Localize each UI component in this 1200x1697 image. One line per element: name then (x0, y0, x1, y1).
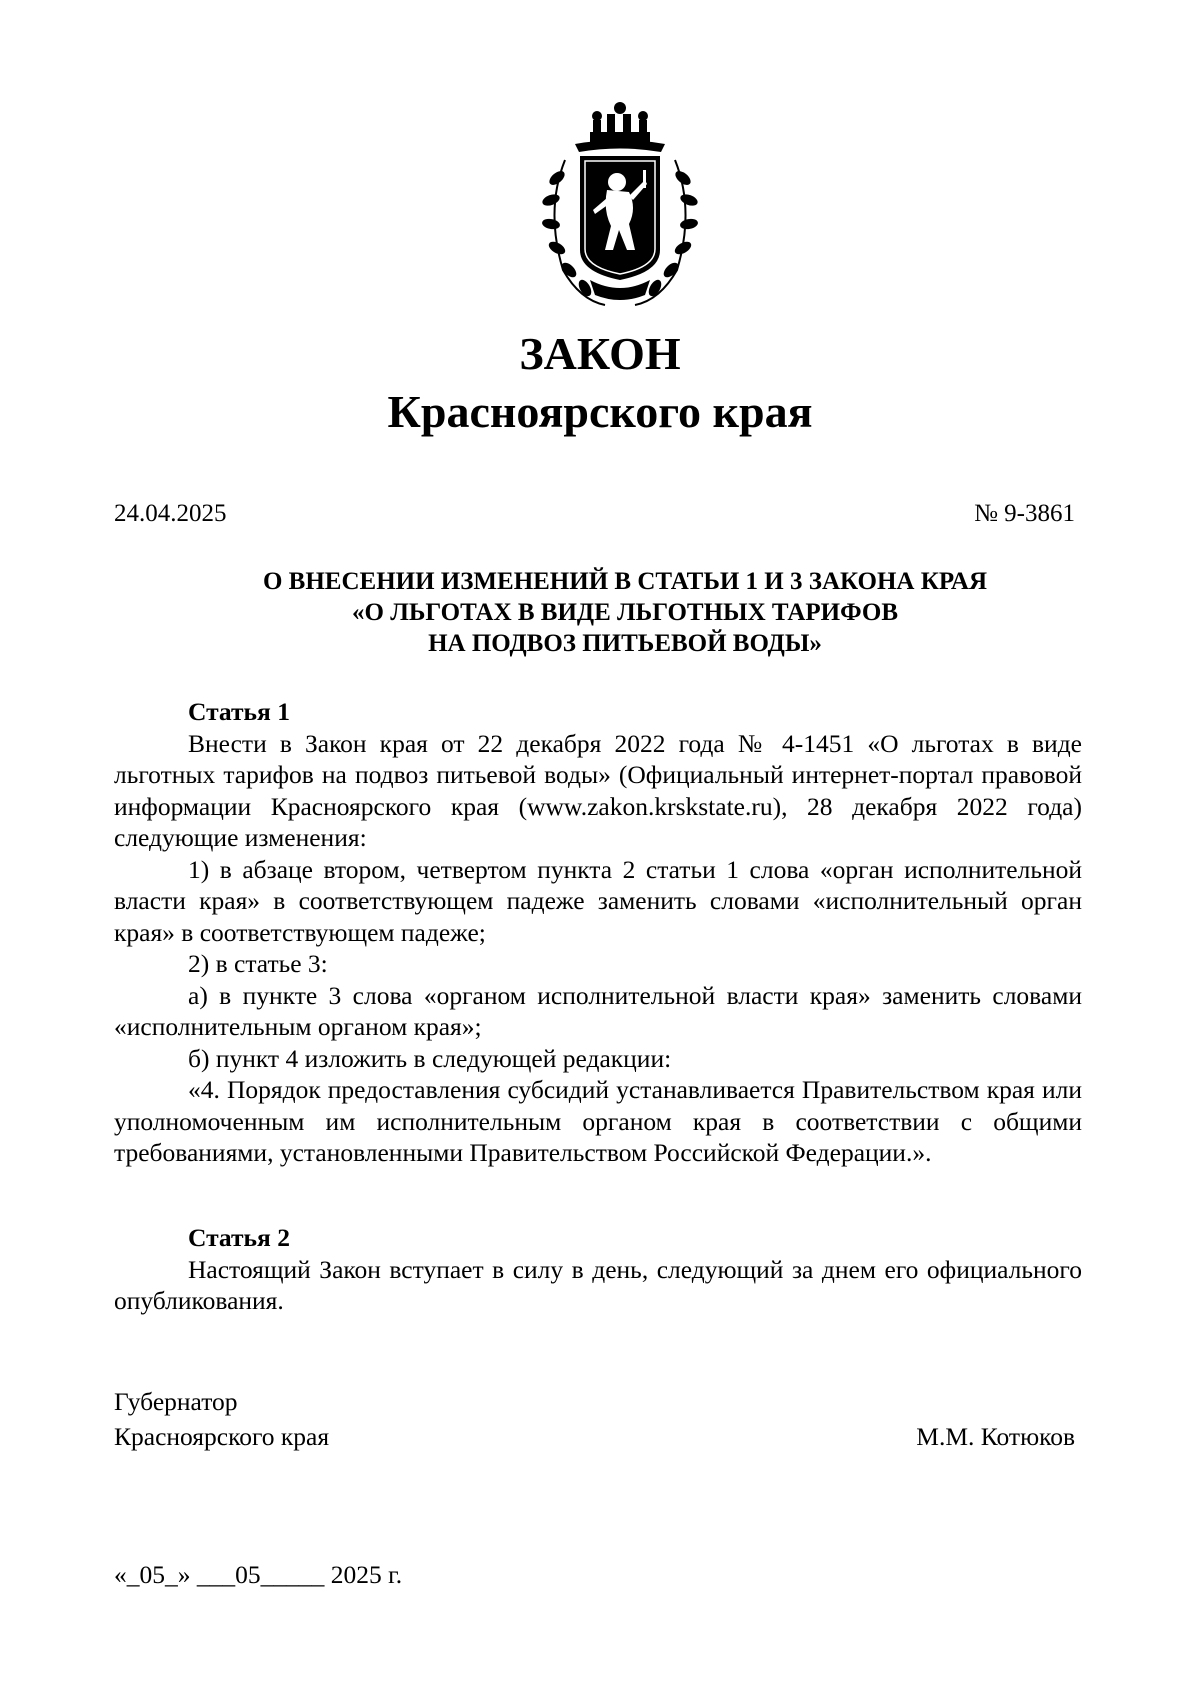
paragraph: 2) в статье 3: (188, 949, 328, 978)
signatory-position-line: Красноярского края (114, 1422, 330, 1451)
paragraph: «4. Порядок предоставления субсидий устанавливается Правительством края или уполномоченным им исполнительным органом края в соответствии с общими требованиями, установленными Правительством Российской Федерации.». (114, 1075, 1082, 1167)
signing-date: «_05_» ___05_____ 2025 г. (114, 1560, 403, 1589)
paragraph: а) в пункте 3 слова «органом исполнительной власти края» заменить словами «исполнительным органом края»; (114, 980, 1082, 1041)
signatory-position (114, 1384, 329, 1454)
paragraph: 1) в абзаце втором, четвертом пункта 2 статьи 1 слова «орган исполнительной власти края» в соответствующем падеже заменить словами «исполнительный орган края» в соответствующем падеже; (114, 854, 1082, 947)
document-heading (0, 566, 1200, 659)
paragraph: Внести в Закон края от 22 декабря 2022 года № 4-1451 «О льготах в виде льготных тарифов на подвоз питьевой воды» (Официальный интернет-портал правовой информации Красноярского края (www.zakon.krskstate.ru), 28 декабря 2022 года) следующие изменения: (114, 728, 1082, 852)
heading-line: О ВНЕСЕНИИ ИЗМЕНЕНИЙ В СТАТЬИ 1 И 3 ЗАКОНА КРАЯ (262, 568, 988, 595)
document-issuer-title: Красноярского края (387, 386, 813, 437)
article-1 (114, 696, 1082, 1169)
article-2 (114, 1222, 1082, 1317)
article-1-title: Статья 1 (188, 697, 290, 726)
signatory-position-line: Губернатор (114, 1387, 238, 1416)
coat-of-arms-icon (535, 100, 705, 310)
paragraph: Настоящий Закон вступает в силу в день, следующий за днем его официального опубликования. (114, 1254, 1082, 1315)
article-2-title: Статья 2 (188, 1223, 290, 1252)
document-number: № 9-3861 (974, 500, 1075, 527)
document-type-title: ЗАКОН (519, 328, 681, 379)
document-date: 24.04.2025 (114, 500, 227, 527)
paragraph: б) пункт 4 изложить в следующей редакции: (188, 1043, 672, 1073)
heading-line: НА ПОДВОЗ ПИТЬЕВОЙ ВОДЫ» (428, 630, 822, 657)
heading-line: «О ЛЬГОТАХ В ВИДЕ ЛЬГОТНЫХ ТАРИФОВ (352, 599, 898, 626)
signatory-name: М.М. Котюков (916, 1422, 1075, 1451)
